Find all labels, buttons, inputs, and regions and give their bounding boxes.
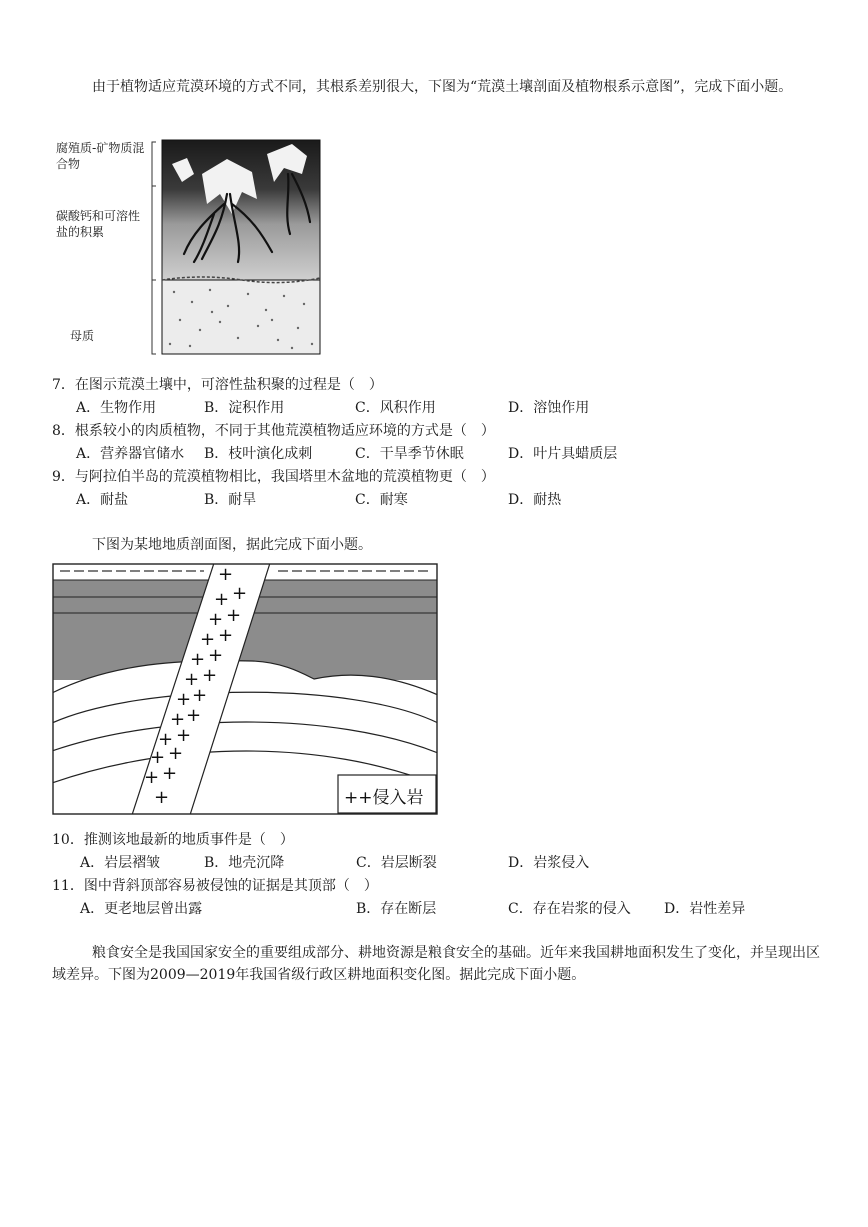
svg-text:+: +	[168, 743, 184, 764]
svg-text:+: +	[192, 685, 208, 706]
svg-text:+: +	[232, 583, 248, 604]
soil-profile-drawing	[52, 134, 324, 358]
q9-option-b: B．耐旱	[204, 492, 257, 508]
q7-option-c: C．风积作用	[355, 400, 436, 416]
parent-material-label: 母质	[70, 329, 95, 343]
q11-option-b: B．存在断层	[356, 901, 437, 917]
svg-text:+: +	[154, 787, 170, 808]
q11-option-a: A．更老地层曾出露	[80, 901, 203, 917]
svg-text:+: +	[190, 649, 206, 670]
q7-option-d: D．溶蚀作用	[508, 400, 590, 416]
svg-text:+: +	[208, 645, 224, 666]
question-7: 7．在图示荒漠土壤中，可溶性盐积聚的过程是（ ）	[52, 377, 383, 393]
svg-text:+: +	[176, 725, 192, 746]
q7-option-a: A．生物作用	[76, 400, 157, 416]
legend-text: ++侵入岩	[344, 788, 424, 808]
svg-text:+: +	[202, 665, 218, 686]
intro-text-2: 下图为某地地质剖面图，据此完成下面小题。	[92, 537, 372, 553]
carbonate-label: 碳酸钙和可溶性盐的积累	[56, 209, 141, 239]
q9-option-d: D．耐热	[508, 492, 562, 508]
q10-option-a: A．岩层褶皱	[80, 855, 161, 871]
question-9: 9．与阿拉伯半岛的荒漠植物相比，我国塔里木盆地的荒漠植物更（ ）	[52, 469, 495, 485]
q10-option-b: B．地壳沉降	[204, 855, 285, 871]
intro-text-3: 粮食安全是我国国家安全的重要组成部分、耕地资源是粮食安全的基础。近年来我国耕地面积发生了变化，并呈现出区域差异。下图为2009—2019年我国省级行政区耕地面积变化图。据此完成下面小题。	[52, 945, 820, 983]
q7-option-b: B．淀积作用	[204, 400, 285, 416]
svg-text:+: +	[170, 709, 186, 730]
svg-text:+: +	[214, 589, 230, 610]
svg-text:+: +	[158, 729, 174, 750]
geologic-section-figure	[52, 563, 438, 815]
question-11: 11．图中背斜顶部容易被侵蚀的证据是其顶部（ ）	[52, 878, 378, 894]
intro-text-1: 由于植物适应荒漠环境的方式不同，其根系差别很大，下图为“荒漠土壤剖面及植物根系示意图”，完成下面小题。	[92, 79, 793, 95]
svg-text:+: +	[150, 747, 166, 768]
intro-paragraph-2	[52, 534, 822, 556]
parent-material-horizon	[162, 280, 320, 354]
svg-text:+: +	[200, 629, 216, 650]
intro-paragraph-1	[52, 76, 822, 98]
profile-brackets	[152, 142, 156, 354]
q9-option-a: A．耐盐	[76, 492, 129, 508]
q9-option-c: C．耐寒	[355, 492, 408, 508]
soil-profile-figure	[52, 134, 324, 358]
svg-text:+: +	[186, 705, 202, 726]
svg-text:+: +	[184, 669, 200, 690]
svg-text:+: +	[208, 609, 224, 630]
svg-text:+: +	[176, 689, 192, 710]
q8-option-d: D．叶片具蜡质层	[508, 446, 618, 462]
svg-text:+: +	[226, 605, 242, 626]
intro-paragraph-3	[52, 942, 822, 986]
question-8: 8．根系较小的肉质植物，不同于其他荒漠植物适应环境的方式是（ ）	[52, 423, 495, 439]
svg-text:+: +	[218, 564, 234, 585]
svg-text:+: +	[218, 625, 234, 646]
svg-text:+: +	[162, 763, 178, 784]
q8-option-c: C．干旱季节休眠	[355, 446, 464, 462]
geologic-section-drawing	[52, 563, 438, 815]
q11-option-d: D．岩性差异	[664, 901, 746, 917]
q10-option-d: D．岩浆侵入	[508, 855, 590, 871]
svg-text:+: +	[144, 767, 160, 788]
q10-option-c: C．岩层断裂	[356, 855, 437, 871]
question-10: 10．推测该地最新的地质事件是（ ）	[52, 832, 294, 848]
q8-option-a: A．营养器官储水	[76, 446, 185, 462]
q11-option-c: C．存在岩浆的侵入	[508, 901, 631, 917]
humus-label: 腐殖质-矿物质混合物	[56, 141, 145, 171]
q8-option-b: B．枝叶演化成刺	[204, 446, 313, 462]
